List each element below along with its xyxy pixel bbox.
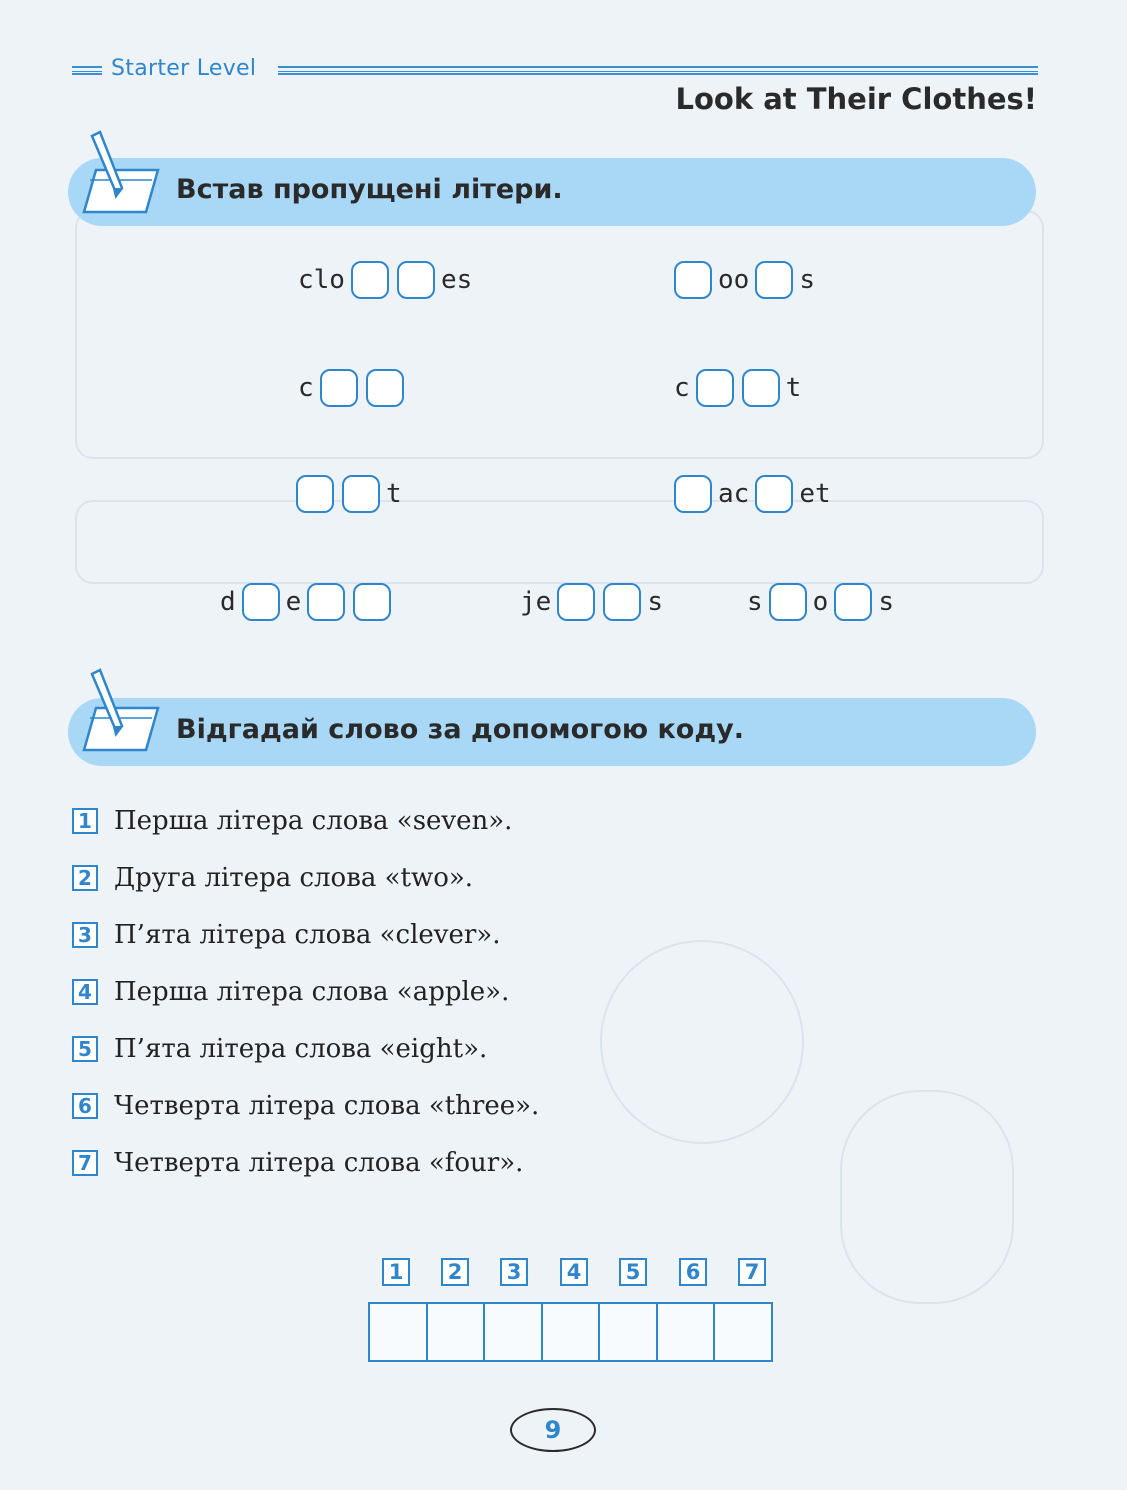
answer-number: 3 <box>500 1258 528 1286</box>
word-coat <box>672 366 803 410</box>
clue-5 <box>72 1032 487 1066</box>
page-number: 9 <box>510 1408 596 1452</box>
letter-box[interactable] <box>742 369 780 407</box>
pencil-notebook-icon <box>78 130 168 226</box>
letters: je <box>520 587 552 617</box>
letter-box[interactable] <box>674 475 712 513</box>
word-clothes <box>296 258 474 302</box>
clue-text: П’ята літера слова «eight». <box>114 1034 488 1064</box>
clue-number: 5 <box>72 1036 98 1062</box>
letter-box[interactable] <box>755 475 793 513</box>
header-rule-right <box>278 66 1038 75</box>
letters: s <box>878 587 894 617</box>
answer-cell[interactable] <box>598 1302 658 1362</box>
letter-box[interactable] <box>557 583 595 621</box>
letters: e <box>285 587 302 617</box>
letters: c <box>298 373 314 403</box>
answer-cell[interactable] <box>368 1302 428 1362</box>
letters: c <box>674 373 690 403</box>
task2-instruction: Відгадай слово за допомогою коду. <box>176 714 745 745</box>
letters: ac <box>718 479 750 509</box>
header-rule-left <box>72 66 102 75</box>
bleed-through-shape <box>600 940 804 1144</box>
letter-box[interactable] <box>397 261 435 299</box>
clue-text: П’ята літера слова «clever». <box>114 920 501 950</box>
letters: d <box>220 587 236 617</box>
letter-box[interactable] <box>603 583 641 621</box>
letter-box[interactable] <box>696 369 734 407</box>
clue-number: 1 <box>72 808 98 834</box>
letter-box[interactable] <box>834 583 872 621</box>
clue-text: Друга літера слова «two». <box>114 863 474 893</box>
letters: s <box>799 265 815 295</box>
letters: clo <box>298 265 345 295</box>
word-dress <box>218 580 395 624</box>
letters: t <box>785 373 802 403</box>
letter-box[interactable] <box>366 369 404 407</box>
word-boots <box>670 258 817 302</box>
clue-text: Перша літера слова «apple». <box>114 977 510 1007</box>
task1-instruction: Встав пропущені літери. <box>176 174 563 205</box>
answer-cell[interactable] <box>541 1302 601 1362</box>
clue-3 <box>72 918 500 952</box>
word-hat <box>292 472 404 516</box>
answer-cell[interactable] <box>656 1302 716 1362</box>
answer-grid <box>368 1302 773 1362</box>
answer-number: 2 <box>441 1258 469 1286</box>
letter-box[interactable] <box>769 583 807 621</box>
clue-number: 3 <box>72 922 98 948</box>
letter-box[interactable] <box>320 369 358 407</box>
pencil-notebook-icon <box>78 668 168 764</box>
clue-text: Четверта літера слова «four». <box>114 1148 524 1178</box>
letters: oo <box>718 265 750 295</box>
bleed-through-shape <box>75 210 1044 459</box>
letters: t <box>386 479 402 509</box>
letter-box[interactable] <box>353 583 391 621</box>
clue-6 <box>72 1089 539 1123</box>
bleed-through-shape <box>75 500 1044 584</box>
letters: s <box>647 587 663 617</box>
answer-number: 6 <box>679 1258 707 1286</box>
word-shoes <box>745 580 896 624</box>
clue-text: Перша літера слова «seven». <box>114 806 513 836</box>
clue-number: 7 <box>72 1150 98 1176</box>
clue-number: 4 <box>72 979 98 1005</box>
answer-number: 1 <box>382 1258 410 1286</box>
answer-number: 4 <box>560 1258 588 1286</box>
clue-number: 2 <box>72 865 98 891</box>
letter-box[interactable] <box>307 583 345 621</box>
letter-box[interactable] <box>351 261 389 299</box>
answer-cell[interactable] <box>713 1302 773 1362</box>
word-jeans <box>518 580 665 624</box>
word-cap <box>296 366 408 410</box>
letters: et <box>799 479 831 509</box>
letter-box[interactable] <box>342 475 380 513</box>
answer-cell[interactable] <box>426 1302 486 1362</box>
answer-number: 5 <box>619 1258 647 1286</box>
letter-box[interactable] <box>296 475 334 513</box>
word-jacket <box>670 472 833 516</box>
letter-box[interactable] <box>242 583 280 621</box>
letters: es <box>440 265 473 295</box>
answer-number: 7 <box>738 1258 766 1286</box>
clue-number: 6 <box>72 1093 98 1119</box>
letters: s <box>747 587 763 617</box>
task1-banner <box>68 158 1036 226</box>
letter-box[interactable] <box>674 261 712 299</box>
clue-2 <box>72 861 473 895</box>
answer-cell[interactable] <box>483 1302 543 1362</box>
bleed-through-shape <box>840 1090 1014 1304</box>
letter-box[interactable] <box>755 261 793 299</box>
clue-4 <box>72 975 509 1009</box>
clue-7 <box>72 1146 523 1180</box>
level-label: Starter Level <box>111 56 257 81</box>
task2-banner <box>68 698 1036 766</box>
page-title: Look at Their Clothes! <box>675 82 1037 116</box>
clue-text: Четверта літера слова «three». <box>114 1091 540 1121</box>
clue-1 <box>72 804 512 838</box>
letters: o <box>812 587 829 617</box>
